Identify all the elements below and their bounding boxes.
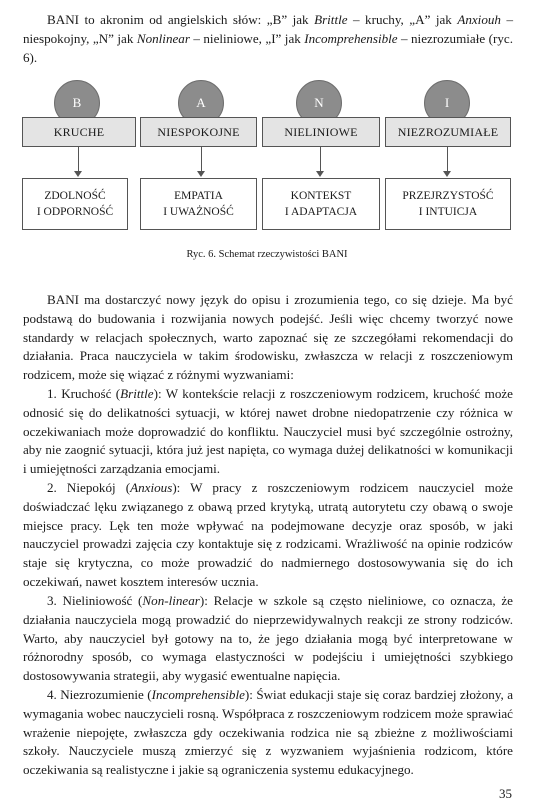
circle-letter: A [196, 95, 206, 110]
intro-text: BANI to akronim od angielskich słów: „B” jak [47, 12, 315, 27]
item-text: 1. Kruchość ( [47, 386, 121, 401]
list-item-non-linear [23, 592, 513, 686]
value-line: PRZEJRZYSTOŚĆ [402, 190, 494, 202]
intro-term: Incomprehensible [304, 30, 398, 46]
label-box-niezrozumiale [385, 117, 511, 147]
intro-text: – kruchy, „A” jak [347, 12, 458, 27]
item-term: Incomprehensible [151, 687, 245, 702]
value-box-3 [262, 178, 380, 230]
item-text: ): Relacje w szkole są często nieliniowe, co oznacza, że działania nauczyciela mogą prowadzić do nieprzewidywalnych reakcji ze strony rodziców. Warto, aby nauczyciel był gotowy na to, że jego działania mogą być interpretowane w różnorodny sposób, co wymaga elastyczności w podejściu i umiejętności szybkiego dostosowywania strategii, aby wygasić ewentualne napięcia. [23, 593, 513, 684]
list-item-incomprehensible [23, 686, 513, 780]
label-text: NIESPOKOJNE [157, 125, 240, 139]
arrowhead-icon [74, 171, 82, 177]
label-text: NIEZROZUMIAŁE [397, 125, 499, 139]
value-box-4 [385, 178, 511, 230]
item-text: 3. Nieliniowość ( [47, 593, 143, 608]
page-number: 35 [499, 786, 512, 801]
arrow-line [201, 147, 202, 171]
label-text: KRUCHE [53, 125, 105, 139]
label-box-nieliniowe [262, 117, 380, 147]
intro-term: Brittle [314, 12, 348, 27]
arrow-line [78, 147, 79, 171]
item-term: Anxious [130, 480, 173, 495]
label-box-kruche [22, 117, 136, 147]
value-line: ZDOLNOŚĆ [44, 190, 106, 202]
item-text: ): W kontekście relacji z roszczeniowym rodzicem, kruchość może odnosić się do delikatności sytuacji, w której nawet drobne niedopatrzenie czy różnica w oczekiwaniach może doprowadzić do konfliktu. Nauczyciel musi być szczególnie ostrożny, aby nie zaognić sytuacji, która już jest napięta, co wymaga dużej delikatności w komunikacji i umiejętności zarządzania emocjami. [23, 386, 513, 477]
item-text: 2. Niepokój ( [47, 480, 131, 495]
value-box-2 [140, 178, 257, 230]
intro-paragraph [23, 11, 513, 67]
body-paragraph: BANI ma dostarczyć nowy język do opisu i zrozumienia tego, co się dzieje. Ma być podstawą do budowania i rozwijania nowych podejść. Jeśli więc chcemy tworzyć nowe standardy w relacjach społecznych, warto zapoznać się ze szczegółami rekomendacji do działania. Praca nauczyciela w takim środowisku, zwłaszcza w relacji z roszczeniowym rodzicem, może się wiązać z różnymi wyzwaniami: [23, 292, 513, 383]
value-line: I ODPORNOŚĆ [36, 206, 114, 218]
intro-text: – niespokojny, „N” jak [23, 12, 513, 46]
value-line: I INTUICJA [418, 206, 478, 218]
arrow-line [320, 147, 321, 171]
value-box-1 [22, 178, 128, 230]
circle-letter: I [444, 95, 450, 110]
value-line: I ADAPTACJA [284, 206, 358, 218]
item-text: 4. Niezrozumienie ( [47, 687, 152, 702]
arrowhead-icon [316, 171, 324, 177]
arrow-line [447, 147, 448, 171]
arrowhead-icon [443, 171, 451, 177]
label-box-niespokojne [140, 117, 257, 147]
item-text: ): Świat edukacji staje się coraz bardziej złożony, a wymagania wobec nauczycieli rosną. Współpraca z roszczeniowym rodzicem może sprawiać wrażenie niepojęte, zwłaszcza gdy oczekiwania rodzica nie są zbieżne z możliwościami szkoły. Nauczyciele muszą zmierzyć się z wyzwaniem wyjaśnienia rodzicom, które oczekiwania są realistyczne i jakie są ograniczenia systemu edukacyjnego. [23, 687, 514, 778]
list-item-anxious [23, 479, 513, 592]
label-text: NIELINIOWE [284, 125, 358, 139]
item-text: ): W pracy z roszczeniowym rodzicem nauczyciel może doświadczać lęku związanego z obawą przed krytyką, utratą autorytetu czy obawą o swoje miejsce pracy. Lęk ten może wpływać na podejmowane decyzje oraz sposób, w jaki nauczyciel prowadzi zajęcia czy kontaktuje się z rodzicami. Wrażliwość na opinie rodziców staje się krytyczna, co może prowadzić do nadmiernego dostosowywania się do ich oczekiwań, nawet kosztem interesów ucznia. [23, 480, 513, 589]
value-line: KONTEKST [290, 190, 352, 202]
value-line: EMPATIA [174, 190, 223, 202]
value-line: I UWAŻNOŚĆ [163, 206, 234, 218]
item-term: Non-linear [142, 593, 200, 608]
intro-text: – nieliniowe, „I” jak [189, 30, 305, 46]
figure-caption: Ryc. 6. Schemat rzeczywistości BANI [186, 249, 348, 260]
item-term: Brittle [120, 386, 154, 401]
intro-term: Anxiouh [457, 12, 501, 27]
arrowhead-icon [197, 171, 205, 177]
intro-text: – niezrozumiałe (ryc. 6). [23, 30, 513, 65]
list-item-brittle [23, 385, 513, 479]
intro-term: Nonlinear [136, 30, 190, 46]
circle-letter: N [314, 95, 324, 110]
circle-letter: B [72, 95, 82, 110]
